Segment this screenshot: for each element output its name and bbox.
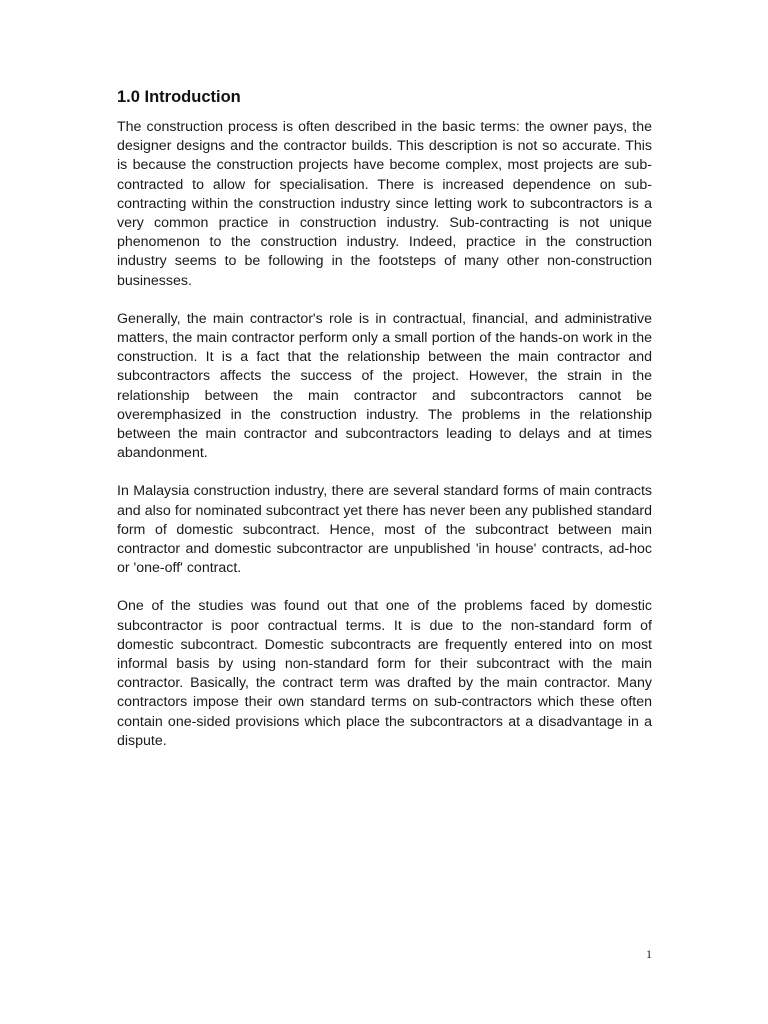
section-heading: 1.0 Introduction [117, 88, 241, 106]
paragraph-3: In Malaysia construction industry, there are several standard forms of main contracts and also for nominated subcontract yet there has never been any published standard form of domestic subcontract. Hence, most of the subcontract between main contractor and domestic subcontractor are unpublished 'in house' contracts, ad-hoc or 'one-off' contract. [117, 483, 652, 577]
paragraph-4: One of the studies was found out that one of the problems faced by domestic subcontractor is poor contractual terms. It is due to the non-standard form of domestic subcontract. Domestic subcontracts are frequently entered into on most informal basis by using non-standard form for their subcontract with the main contractor. Basically, the contract term was drafted by the main contractor. Many contractors impose their own standard terms on sub-contractors which these often contain one-sided provisions which place the subcontractors at a disadvantage in a dispute. [117, 598, 652, 749]
paragraph-1: The construction process is often described in the basic terms: the owner pays, the designer designs and the contractor builds. This description is not so accurate. This is because the construction projects have become complex, most projects are sub-contracted to allow for specialisation. There is increased dependence on sub-contracting within the construction industry since letting work to subcontractors is a very common practice in construction industry. Sub-contracting is not unique phenomenon to the construction industry. Indeed, practice in the construction industry seems to be following in the footsteps of many other non-construction businesses. [117, 119, 652, 289]
document-body [117, 86, 652, 770]
page-number: 1 [646, 947, 652, 961]
paragraph-2: Generally, the main contractor's role is in contractual, financial, and administrative matters, the main contractor perform only a small portion of the hands-on work in the construction. It is a fact that the relationship between the main contractor and subcontractors affects the success of the project. However, the strain in the relationship between the main contractor and subcontractors cannot be overemphasized in the construction industry. The problems in the relationship between the main contractor and subcontractors leading to delays and at times abandonment. [117, 310, 652, 462]
